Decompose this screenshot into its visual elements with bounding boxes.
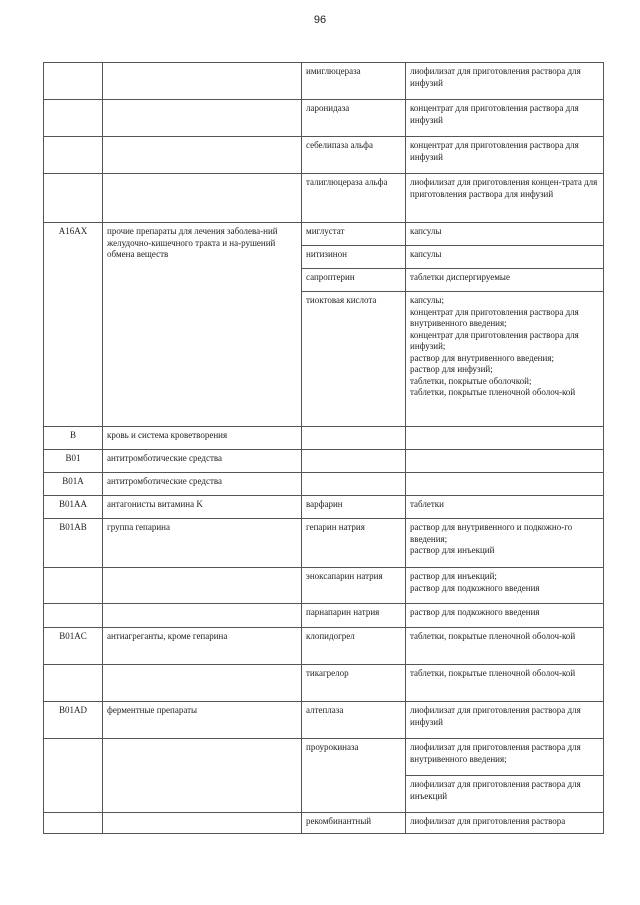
dosage-form-cell: таблетки — [406, 496, 604, 519]
drug-name-cell: себелипаза альфа — [302, 137, 406, 174]
table-row — [44, 702, 604, 739]
drug-table — [43, 62, 604, 834]
dosage-form-cell: капсулы — [406, 223, 604, 246]
drug-name-cell: клопидогрел — [302, 628, 406, 665]
atc-code-cell: B01AC — [44, 628, 103, 665]
group-name-cell: ферментные препараты — [103, 702, 302, 739]
group-name-cell — [103, 174, 302, 223]
atc-code-cell — [44, 604, 103, 628]
group-name-cell — [103, 739, 302, 813]
table-row — [44, 63, 604, 100]
dosage-form-cell: таблетки, покрытые пленочной оболоч-кой — [406, 665, 604, 702]
drug-name-cell: тиоктовая кислота — [302, 292, 406, 427]
table-row — [44, 223, 604, 246]
drug-name-cell — [302, 450, 406, 473]
table-row — [44, 100, 604, 137]
table-row — [44, 604, 604, 628]
atc-code-cell: B — [44, 427, 103, 450]
atc-code-cell — [44, 739, 103, 813]
atc-code-cell — [44, 665, 103, 702]
drug-name-cell — [302, 427, 406, 450]
table-row — [44, 665, 604, 702]
dosage-form-cell — [406, 427, 604, 450]
drug-name-cell: рекомбинантный — [302, 813, 406, 834]
atc-code-cell: B01AB — [44, 519, 103, 568]
group-name-cell: антитромботические средства — [103, 450, 302, 473]
table-row — [44, 496, 604, 519]
drug-name-cell: алтеплаза — [302, 702, 406, 739]
group-name-cell — [103, 665, 302, 702]
group-name-cell — [103, 813, 302, 834]
table-row — [44, 450, 604, 473]
table-row — [44, 427, 604, 450]
dosage-form-cell: концентрат для приготовления раствора для инфузий — [406, 137, 604, 174]
atc-code-cell — [44, 568, 103, 604]
dosage-form-cell: лиофилизат для приготовления раствора для инъекций — [406, 776, 604, 813]
atc-code-cell — [44, 174, 103, 223]
drug-name-cell: варфарин — [302, 496, 406, 519]
group-name-cell: антитромботические средства — [103, 473, 302, 496]
drug-name-cell: тикагрелор — [302, 665, 406, 702]
dosage-form-cell — [406, 473, 604, 496]
group-name-cell: группа гепарина — [103, 519, 302, 568]
atc-code-cell — [44, 63, 103, 100]
dosage-form-cell: капсулы; концентрат для приготовления раствора для внутривенного введения; концентрат для приготовления раствора для инфузий; раствор для внутривенного введения; раствор для инфузий; таблетки, покрытые оболочкой; таблетки, покрытые пленочной оболоч-кой — [406, 292, 604, 427]
group-name-cell: антагонисты витамина K — [103, 496, 302, 519]
drug-name-cell: сапроптерин — [302, 269, 406, 292]
dosage-form-cell: таблетки, покрытые пленочной оболоч-кой — [406, 628, 604, 665]
drug-name-cell — [302, 473, 406, 496]
table-row — [44, 473, 604, 496]
drug-name-cell: ларонидаза — [302, 100, 406, 137]
group-name-cell: прочие препараты для лечения заболева-ний желудочно-кишечного тракта и на-рушений обмена веществ — [103, 223, 302, 427]
dosage-form-cell: лиофилизат для приготовления раствора для инфузий — [406, 702, 604, 739]
atc-code-cell — [44, 137, 103, 174]
dosage-form-cell — [406, 450, 604, 473]
dosage-form-cell: таблетки диспергируемые — [406, 269, 604, 292]
group-name-cell — [103, 137, 302, 174]
drug-name-cell: миглустат — [302, 223, 406, 246]
dosage-form-cell: капсулы — [406, 246, 604, 269]
drug-name-cell: талиглюцераза альфа — [302, 174, 406, 223]
dosage-form-cell: лиофилизат для приготовления концен-трата для приготовления раствора для инфузий — [406, 174, 604, 223]
page-number: 96 — [313, 14, 327, 26]
group-name-cell — [103, 604, 302, 628]
table-row — [44, 519, 604, 568]
table-row — [44, 628, 604, 665]
drug-name-cell: гепарин натрия — [302, 519, 406, 568]
group-name-cell — [103, 568, 302, 604]
dosage-form-cell: концентрат для приготовления раствора для инфузий — [406, 100, 604, 137]
drug-name-cell: проурокиназа — [302, 739, 406, 813]
drug-name-cell: эноксапарин натрия — [302, 568, 406, 604]
dosage-form-cell: раствор для инъекций; раствор для подкожного введения — [406, 568, 604, 604]
group-name-cell — [103, 100, 302, 137]
atc-code-cell — [44, 813, 103, 834]
group-name-cell — [103, 63, 302, 100]
table-row — [44, 813, 604, 834]
atc-code-cell: B01 — [44, 450, 103, 473]
table-row — [44, 174, 604, 223]
atc-code-cell: B01AD — [44, 702, 103, 739]
table-row — [44, 739, 604, 776]
group-name-cell: кровь и система кроветворения — [103, 427, 302, 450]
dosage-form-cell: лиофилизат для приготовления раствора для внутривенного введения; — [406, 739, 604, 776]
table-row — [44, 137, 604, 174]
dosage-form-cell: лиофилизат для приготовления раствора — [406, 813, 604, 834]
drug-name-cell: парнапарин натрия — [302, 604, 406, 628]
atc-code-cell: B01A — [44, 473, 103, 496]
table-row — [44, 568, 604, 604]
atc-code-cell: A16AX — [44, 223, 103, 427]
group-name-cell: антиагреганты, кроме гепарина — [103, 628, 302, 665]
dosage-form-cell: раствор для подкожного введения — [406, 604, 604, 628]
atc-code-cell — [44, 100, 103, 137]
dosage-form-cell: раствор для внутривенного и подкожно-го введения; раствор для инъекций — [406, 519, 604, 568]
dosage-form-cell: лиофилизат для приготовления раствора для инфузий — [406, 63, 604, 100]
atc-code-cell: B01AA — [44, 496, 103, 519]
drug-name-cell: имиглюцераза — [302, 63, 406, 100]
drug-name-cell: нитизинон — [302, 246, 406, 269]
